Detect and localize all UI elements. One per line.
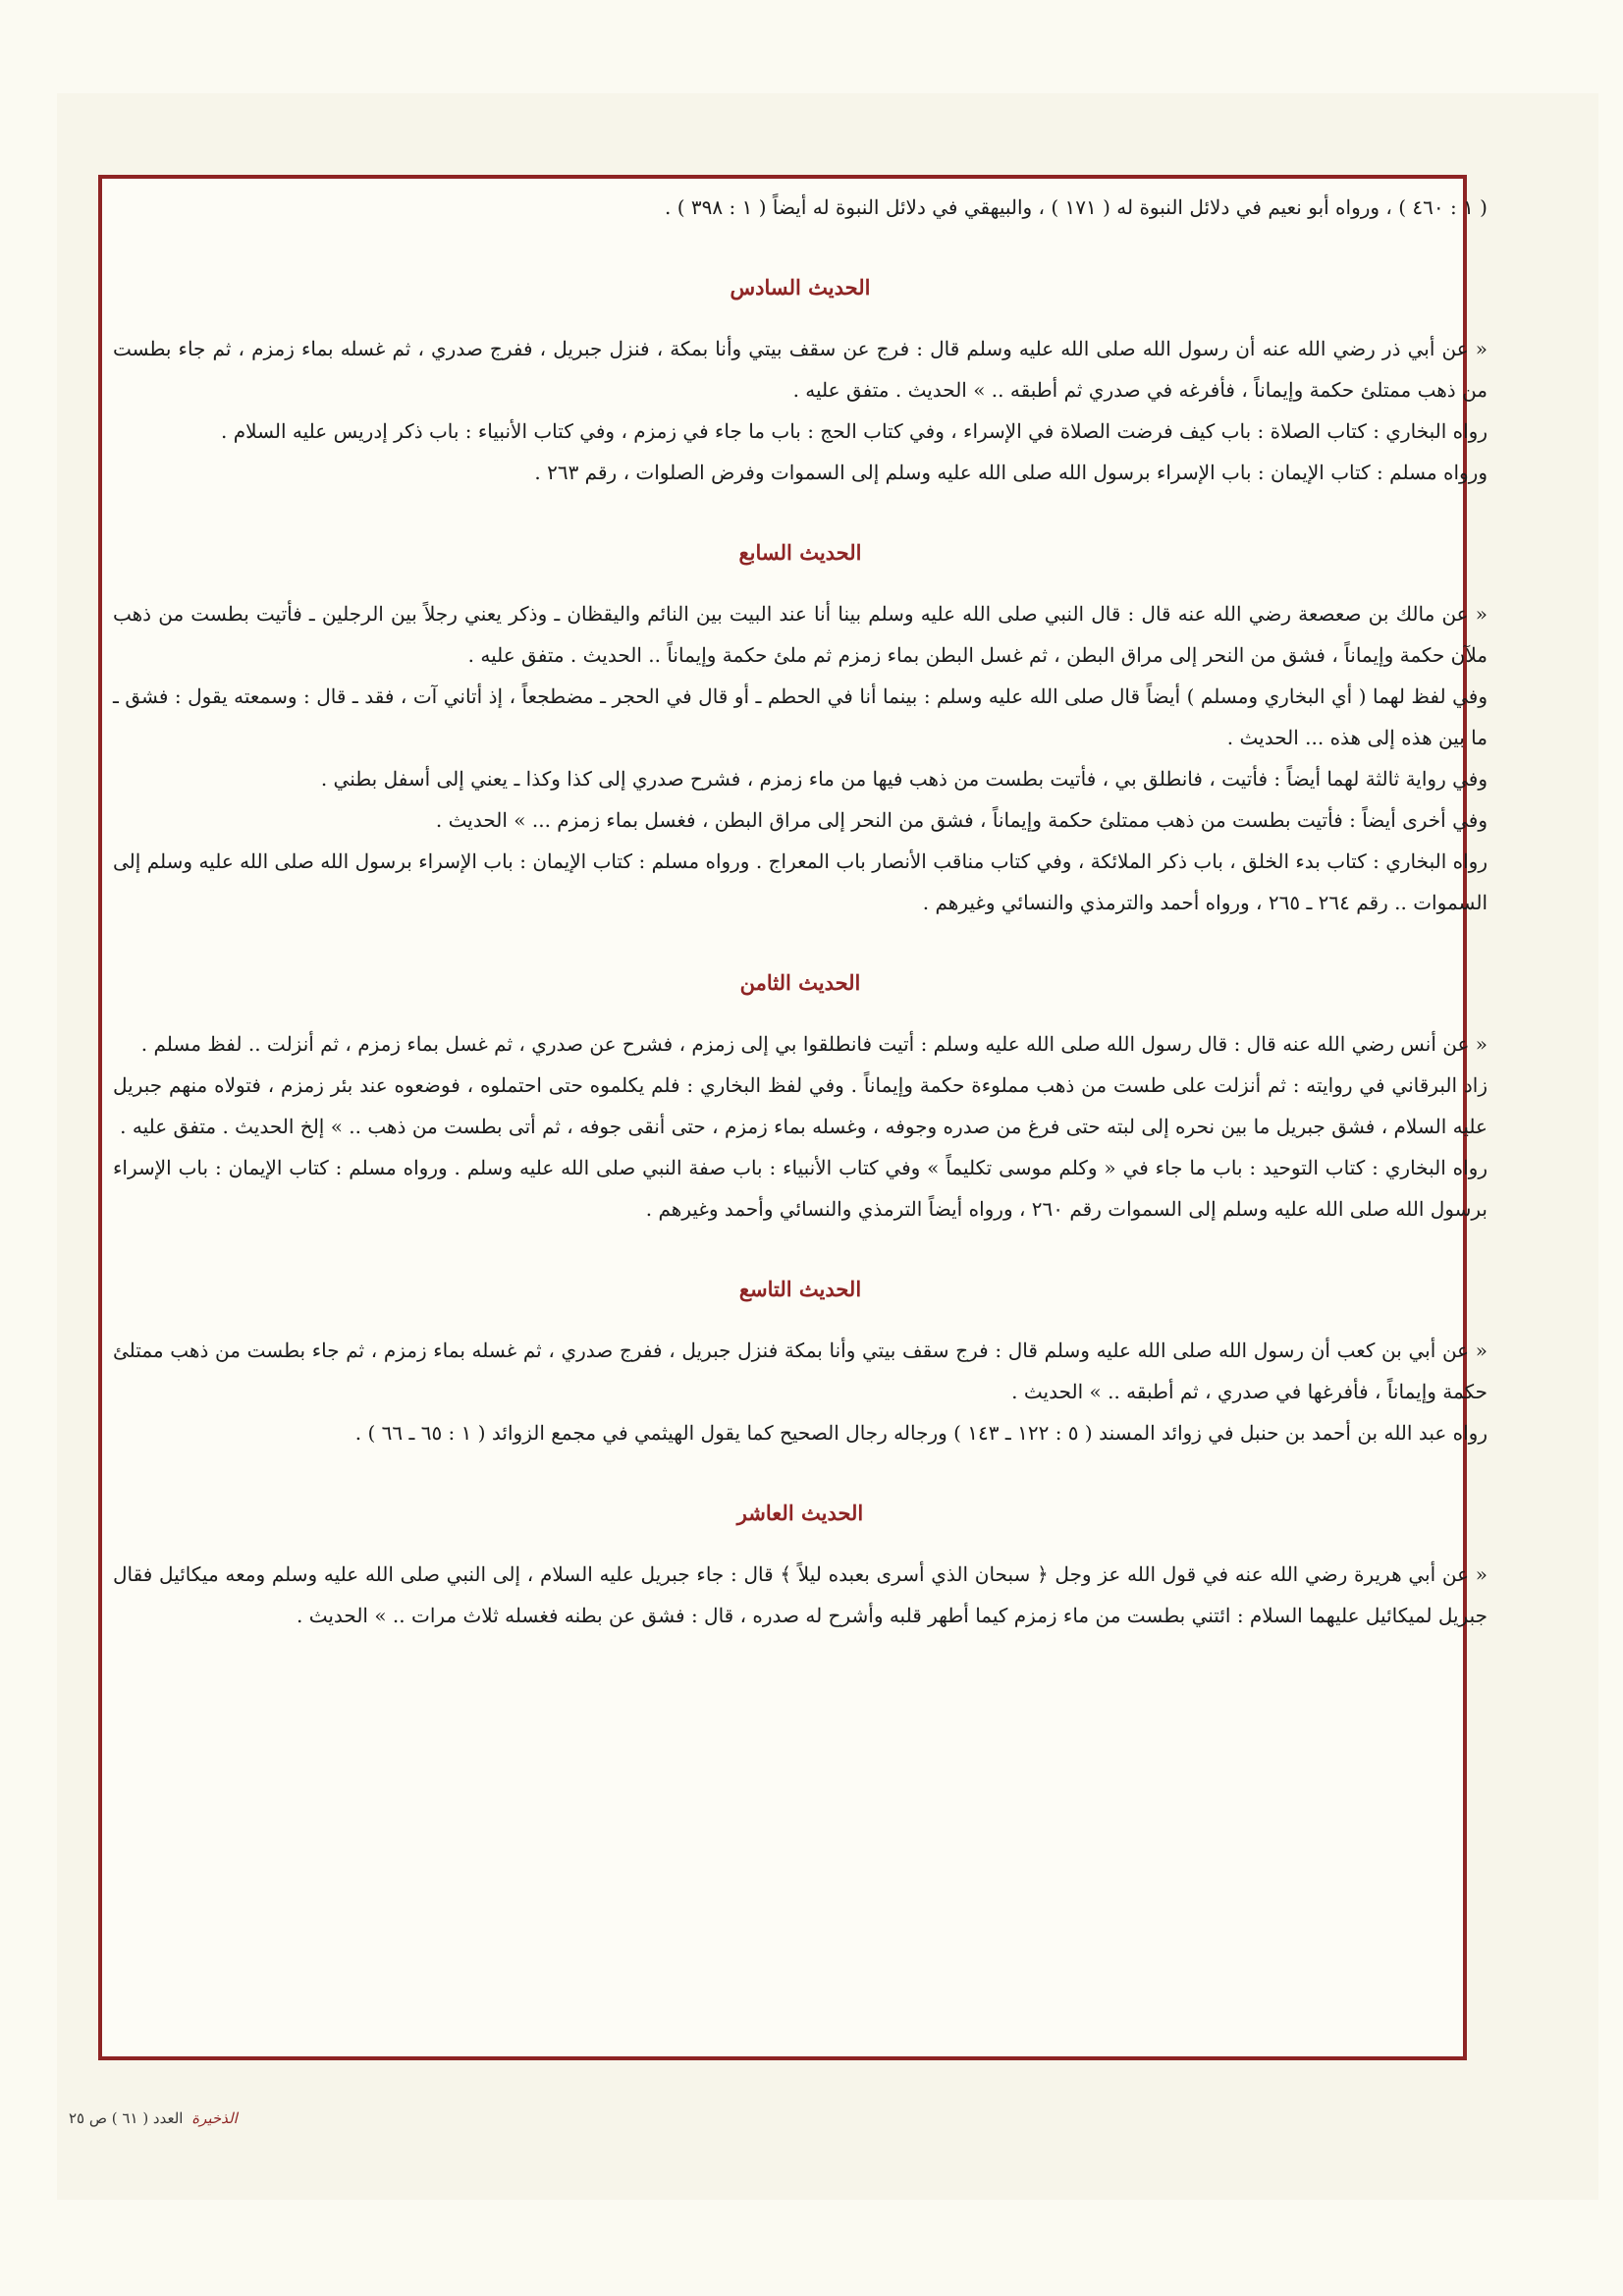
section-hadith-9 bbox=[113, 1269, 1488, 1453]
paragraph: وفي أخرى أيضاً : فأتيت بطست من ذهب ممتلئ حكمة وإيماناً ، فشق من النحر إلى مراق البطن ، فغسل بماء زمزم ... » الحديث . bbox=[435, 808, 1488, 832]
section-title: الحديث التاسع bbox=[738, 1277, 862, 1301]
paragraph: رواه عبد الله بن أحمد بن حنبل في زوائد المسند ( ٥ : ١٢٢ ـ ١٤٣ ) ورجاله رجال الصحيح كما يقول الهيثمي في مجمع الزوائد ( ١ : ٦٥ ـ ٦٦ ) . bbox=[354, 1421, 1488, 1445]
paragraph: وفي لفظ لهما ( أي البخاري ومسلم ) أيضاً قال صلى الله عليه وسلم : بينما أنا في الحطم ـ أو قال في الحجر ـ مضطجعاً ، إذ أتاني آت ، فقد ـ قال : وسمعته يقول : فشق ـ ما بين هذه إلى هذه ... الحديث . bbox=[113, 684, 1488, 749]
section-title: الحديث العاشر bbox=[736, 1501, 864, 1525]
section-title: الحديث السابع bbox=[738, 540, 862, 565]
paragraph: « عن أبي ذر رضي الله عنه أن رسول الله صلى الله عليه وسلم قال : فرج عن سقف بيتي وأنا بمكة ، فنزل جبريل ، ففرج صدري ، ثم غسله بماء زمزم ، ثم جاء بطست من ذهب ممتلئ حكمة وإيماناً ، فأفرغه في صدري ثم أطبقه .. » الحديث . متفق عليه . bbox=[113, 337, 1488, 402]
paragraph: رواه البخاري : كتاب الصلاة : باب كيف فرضت الصلاة في الإسراء ، وفي كتاب الحج : باب ما جاء في زمزم ، وفي كتاب الأنبياء : باب ذكر إدريس عليه السلام . bbox=[221, 419, 1488, 443]
page-footer bbox=[69, 2109, 238, 2127]
section-title: الحديث الثامن bbox=[739, 970, 861, 995]
section-hadith-6 bbox=[113, 267, 1488, 493]
issue-page-number: العدد ( ٦١ ) ص ٢٥ bbox=[69, 2109, 184, 2127]
paragraph: رواه البخاري : كتاب بدء الخلق ، باب ذكر الملائكة ، وفي كتاب مناقب الأنصار باب المعراج . ورواه مسلم : كتاب الإيمان : باب الإسراء برسول الله صلى الله عليه وسلم إلى السموات .. رقم ٢٦٤ ـ ٢٦٥ ، ورواه أحمد والترمذي والنسائي وغيرهم . bbox=[113, 849, 1488, 914]
intro-line: ( ١ : ٤٦٠ ) ، ورواه أبو نعيم في دلائل النبوة له ( ١٧١ ) ، والبيهقي في دلائل النبوة له أيضاً ( ١ : ٣٩٨ ) . bbox=[665, 195, 1488, 219]
magazine-name: الذخيرة bbox=[191, 2109, 238, 2127]
section-hadith-7 bbox=[113, 532, 1488, 923]
paragraph: « عن أبي هريرة رضي الله عنه في قول الله عز وجل ﴿ سبحان الذي أسرى بعبده ليلاً ﴾ قال : جاء جبريل عليه السلام ، إلى النبي صلى الله عليه وسلم ومعه ميكائيل فقال جبريل لميكائيل عليهما السلام : ائتني بطست من ماء زمزم كيما أطهر قلبه وأشرح له صدره ، قال : فشق عن بطنه فغسله ثلاث مرات .. » الحديث . bbox=[113, 1562, 1488, 1627]
paragraph: « عن أبي بن كعب أن رسول الله صلى الله عليه وسلم قال : فرج سقف بيتي وأنا بمكة فنزل جبريل ، ففرج صدري ، ثم غسله بماء زمزم ، ثم جاء بطست من ذهب ممتلئ حكمة وإيماناً ، فأفرغها في صدري ، ثم أطبقه .. » الحديث . bbox=[113, 1339, 1488, 1403]
section-hadith-8 bbox=[113, 962, 1488, 1230]
section-title: الحديث السادس bbox=[730, 275, 871, 300]
paragraph: « عن مالك بن صعصعة رضي الله عنه قال : قال النبي صلى الله عليه وسلم بينا أنا عند البيت بين النائم واليقظان ـ وذكر يعني رجلاً بين الرجلين ـ فأتيت بطست من ذهب ملآن حكمة وإيماناً ، فشق من النحر إلى مراق البطن ، ثم غسل البطن بماء زمزم ثم ملئ حكمة وإيماناً .. الحديث . متفق عليه . bbox=[113, 602, 1488, 667]
paragraph: ورواه مسلم : كتاب الإيمان : باب الإسراء برسول الله صلى الله عليه وسلم إلى السموات وفرض الصلوات ، رقم ٢٦٣ . bbox=[534, 461, 1488, 484]
paragraph: وفي رواية ثالثة لهما أيضاً : فأتيت ، فانطلق بي ، فأتيت بطست من ذهب فيها من ماء زمزم ، فشرح صدري إلى كذا وكذا ـ يعني إلى أسفل بطني . bbox=[320, 767, 1488, 791]
paragraph: رواه البخاري : كتاب التوحيد : باب ما جاء في « وكلم موسى تكليماً » وفي كتاب الأنبياء : باب صفة النبي صلى الله عليه وسلم . ورواه مسلم : كتاب الإيمان : باب الإسراء برسول الله صلى الله عليه وسلم إلى السموات رقم ٢٦٠ ، ورواه أيضاً الترمذي والنسائي وأحمد وغيرهم . bbox=[113, 1156, 1488, 1221]
article-body bbox=[113, 187, 1488, 1636]
section-hadith-10 bbox=[113, 1493, 1488, 1636]
paragraph: « عن أنس رضي الله عنه قال : قال رسول الله صلى الله عليه وسلم : أتيت فانطلقوا بي إلى زمزم ، فشرح عن صدري ، ثم غسل بماء زمزم ، ثم أنزلت .. لفظ مسلم . bbox=[140, 1032, 1488, 1056]
paragraph: زاد البرقاني في روايته : ثم أنزلت على طست من ذهب مملوءة حكمة وإيماناً . وفي لفظ البخاري : فلم يكلموه حتى احتملوه ، فوضعوه عند بئر زمزم ، فتولاه منهم جبريل عليه السلام ، فشق جبريل ما بين نحره إلى لبته حتى فرغ من صدره وجوفه ، وغسله بماء زمزم ، حتى أنقى جوفه ، ثم أتى بطست من ذهب .. » إلخ الحديث . متفق عليه . bbox=[113, 1073, 1488, 1138]
